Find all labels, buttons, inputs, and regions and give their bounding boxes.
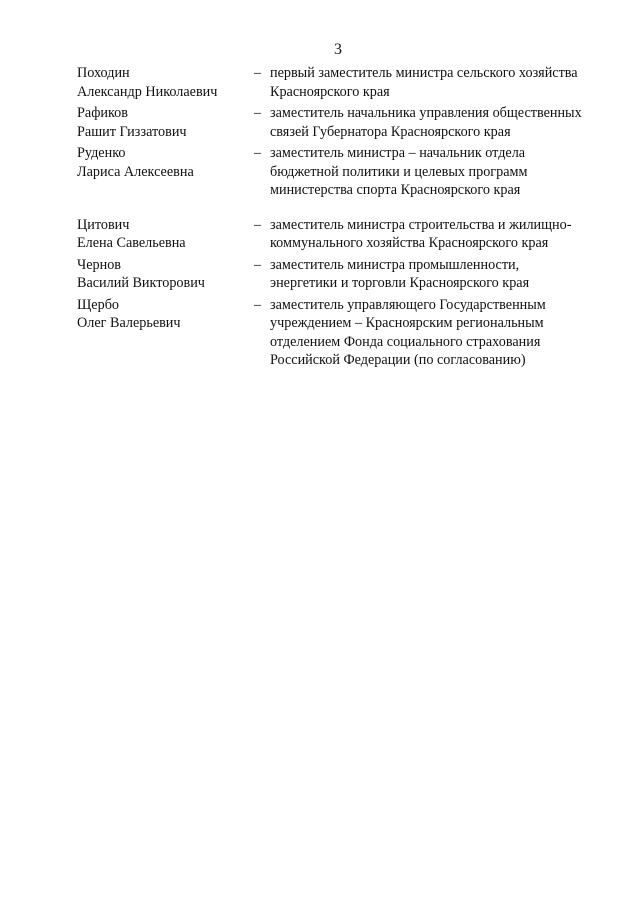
member-given-name: Олег Валерьевич [77,315,181,331]
member-entry [77,144,607,200]
member-surname: Щербо [77,296,120,313]
member-name [77,216,257,253]
member-role-line: первый заместитель министра сельского хозяйства [270,65,578,81]
member-role-line: заместитель министра промышленности, [270,256,520,273]
member-role-line: учреждением – Красноярским региональным [270,315,544,331]
member-role-line: заместитель министра – начальник отдела [270,145,526,161]
member-given-name: Александр Николаевич [77,83,218,100]
member-role-line: бюджетной политики и целевых программ [270,163,528,180]
member-given-name: Рашит Гиззатович [77,123,187,140]
member-entry [77,104,607,141]
member-entry [77,296,607,370]
member-surname: Походин [77,65,130,81]
member-name [77,104,257,141]
member-name [77,296,257,333]
member-role-line: заместитель начальника управления общественных [270,105,582,121]
member-role-line: коммунального хозяйства Красноярского края [270,235,549,251]
member-role [270,296,610,370]
member-role-line: Красноярского края [270,83,390,100]
member-surname: Рафиков [77,105,128,121]
member-role-line: отделением Фонда социального страхования [270,333,541,350]
member-role-line: энергетики и торговли Красноярского края [270,275,530,291]
member-role [270,104,610,141]
member-surname: Чернов [77,256,121,273]
member-role [270,256,610,293]
member-dash: – [254,256,262,273]
member-entry [77,216,607,253]
member-given-name: Елена Савельевна [77,235,186,251]
member-role-line: связей Губернатора Красноярского края [270,123,511,140]
member-role-line: заместитель министра строительства и жилищно- [270,216,572,233]
member-surname: Цитович [77,216,130,233]
member-name [77,64,257,101]
member-dash: – [254,105,262,121]
member-role-line: Российской Федерации (по согласованию) [270,352,526,368]
member-entry [77,64,607,101]
members-list [77,64,607,370]
member-dash: – [254,216,262,233]
member-dash: – [254,145,262,161]
member-surname: Руденко [77,145,126,161]
member-role-line: министерства спорта Красноярского края [270,182,521,198]
member-dash: – [254,296,262,313]
member-role [270,216,610,253]
member-given-name: Василий Викторович [77,275,205,291]
member-role [270,144,610,200]
member-name [77,256,257,293]
page-number: 3 [334,41,342,58]
member-given-name: Лариса Алексеевна [77,163,194,180]
member-dash: – [254,65,262,81]
member-name [77,144,257,181]
member-role [270,64,610,101]
member-role-line: заместитель управляющего Государственным [270,296,546,313]
member-entry [77,256,607,293]
